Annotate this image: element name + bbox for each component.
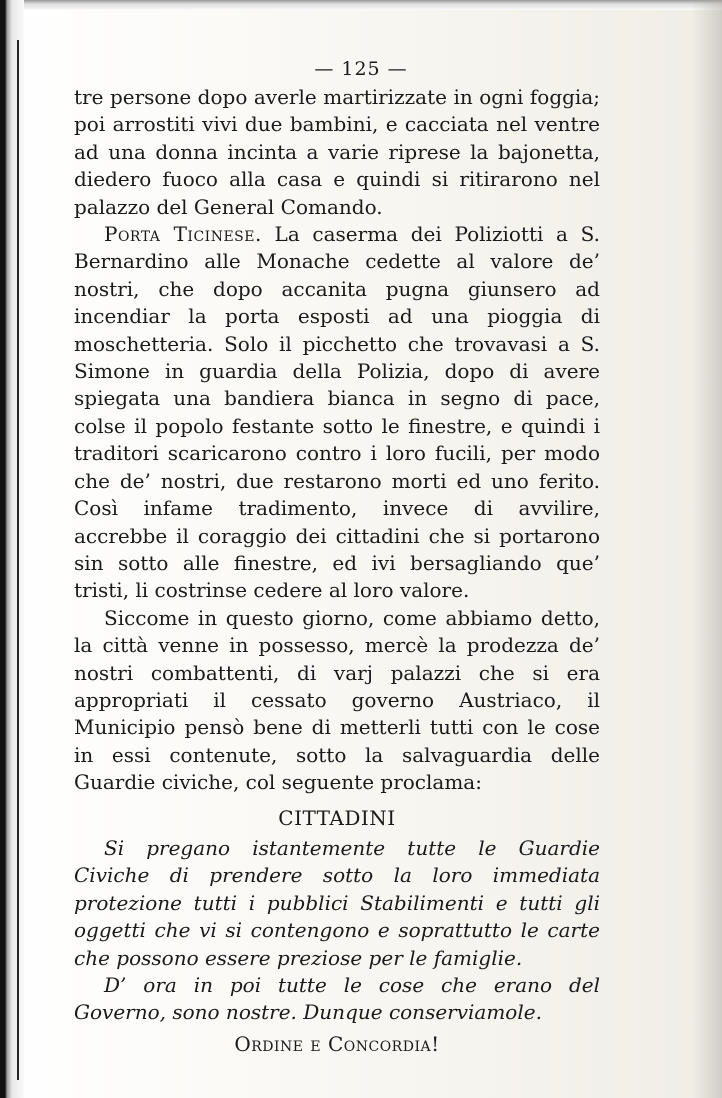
right-page-shadow bbox=[692, 0, 722, 1098]
page-border-line bbox=[17, 40, 19, 1080]
section-heading: Porta Ticinese. bbox=[104, 222, 262, 247]
proclamation-title: CITTADINI bbox=[278, 805, 396, 830]
paragraph-municipio: Siccome in questo giorno, come abbiamo detto, la città venne in possesso, mercè la prodezza de’ nostri combattenti, di varj palazzi che si era appropriati il cessato governo Austriaco, il Municipio pensò bene di metterli tutti con le cose in essi contenute, sotto la salvaguardia delle Guardie civiche, col seguente proclama: bbox=[74, 605, 600, 795]
proclamation-text: Si pregano istantemente tutte le Guardie Civiche di prendere sotto la loro immediata protezione tutti i pubblici Stabilimenti e tutti gli oggetti che vi si contengono e soprattutto le carte che possono essere preziose per le famiglie. bbox=[74, 835, 600, 970]
paragraph-continuation: tre persone dopo averle martirizzate in ogni foggia; poi arrostiti vivi due bambini, e cacciata nel ventre ad una donna incinta a varie riprese la bajonetta, diedero fuoco alla casa e quindi si ritirarono nel palazzo del General Comando. bbox=[74, 85, 600, 219]
paragraph-porta-ticinese bbox=[74, 221, 600, 605]
page-number: — 125 — bbox=[314, 58, 408, 80]
proclamation-signature: Ordine e Concordia! bbox=[234, 1031, 440, 1056]
book-binding-edge bbox=[0, 0, 24, 1098]
paragraph-text: La caserma dei Poliziotti a S. Bernardino alle Monache cedette al valore de’ nostri, che dopo accanita pugna giunsero ad incendiar la porta esposti ad una pioggia di moschetteria. Solo il picchetto che trovavasi a S. Simone in guardia della Polizia, dopo di avere spiegata una bandiera bianca in segno di pace, colse il popolo festante sotto le finestre, e quindi i traditori scaricarono contro i loro fucili, per modo che de’ nostri, due restarono morti ed uno ferito. Così infame tradimento, invece di avvilire, accrebbe il coraggio dei cittadini che si portarono sin sotto alle finestre, ed ivi bersagliando que’ tristi, li costrinse cedere al loro valore. bbox=[74, 222, 601, 603]
top-page-edge bbox=[0, 0, 722, 10]
proclamation-text-2: D’ ora in poi tutte le cose che erano del Governo, sono nostre. Dunque conserviamole. bbox=[74, 973, 600, 1025]
page-text bbox=[74, 84, 600, 1058]
